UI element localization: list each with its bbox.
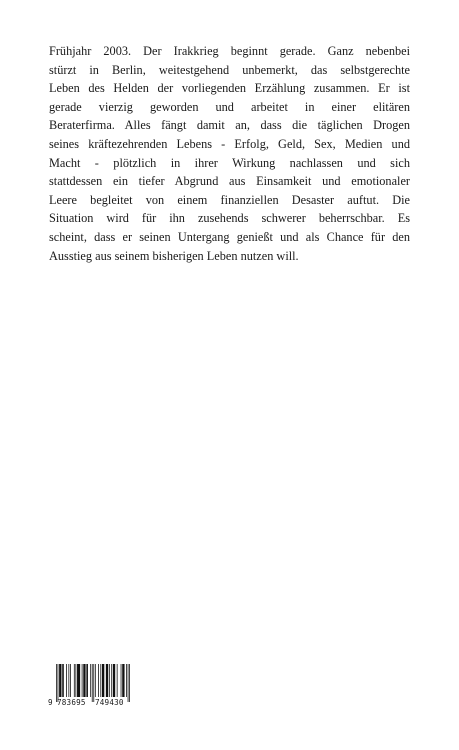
back-cover-blurb	[49, 42, 410, 265]
blurb-line: stürzt in Berlin, weitestgehend unbemerkt, das selbstgerechte	[49, 62, 410, 77]
blurb-line: seines kräftezehrenden Lebens - Erfolg, Geld, Sex, Medien und	[49, 136, 410, 151]
barcode-bars	[56, 664, 130, 702]
barcode-bar	[90, 664, 91, 697]
barcode-bar	[77, 664, 80, 697]
barcode-bar	[93, 664, 94, 702]
blurb-line: Ausstieg aus seinem bisherigen Leben nutzen will.	[49, 248, 299, 263]
barcode-bar	[74, 664, 75, 697]
barcode-bar	[111, 664, 112, 697]
barcode-bar	[59, 664, 61, 697]
barcode-bar	[66, 664, 67, 697]
isbn-right-group: 749430	[95, 698, 124, 707]
barcode-bar	[70, 664, 71, 697]
blurb-line: Beraterfirma. Alles fängt damit an, dass die täglichen Drogen	[49, 118, 410, 133]
barcode-bar	[106, 664, 108, 697]
blurb-line: stattdessen ein tiefer Abgrund aus Einsamkeit und emotionaler	[49, 174, 410, 189]
barcode-bar	[117, 664, 118, 697]
barcode-bar	[75, 664, 76, 697]
barcode-bar	[100, 664, 101, 697]
barcode-bar	[83, 664, 85, 697]
barcode-bar	[92, 664, 93, 702]
blurb-line: Leere begleitet von einem finanziellen Desaster auftut. Die	[49, 192, 410, 207]
barcode-bar	[98, 664, 99, 697]
barcode-bar	[82, 664, 83, 697]
barcode-bar	[122, 664, 124, 697]
blurb-line: Frühjahr 2003. Der Irakkrieg beginnt gerade. Ganz nebenbei	[49, 44, 410, 58]
barcode-bar	[128, 664, 129, 702]
blurb-line: gerade vierzig geworden und arbeitet in einer elitären	[49, 99, 410, 114]
barcode-bar	[56, 664, 57, 702]
barcode-bar	[95, 664, 96, 697]
isbn-barcode	[56, 664, 130, 702]
barcode-bar	[113, 664, 115, 697]
blurb-line: Macht - plötzlich in ihrer Wirkung nachlassen und sich	[49, 155, 410, 170]
barcode-bar	[121, 664, 122, 697]
barcode-bar	[126, 664, 127, 697]
barcode-bar	[109, 664, 110, 697]
barcode-bar	[129, 664, 130, 702]
blurb-line: Situation wird für ihn zusehends schwerer beherrschbar. Es	[49, 211, 410, 226]
isbn-number	[48, 698, 138, 707]
blurb-line: scheint, dass er seinen Untergang genießt und als Chance für den	[49, 229, 410, 244]
barcode-bar	[62, 664, 64, 697]
barcode-bar	[86, 664, 88, 697]
isbn-left-group: 783695	[57, 698, 86, 707]
blurb-line: Leben des Helden der vorliegenden Erzählung zusammen. Er ist	[49, 81, 410, 96]
isbn-first-digit: 9	[48, 698, 53, 707]
barcode-bar	[58, 664, 59, 702]
barcode-bar	[102, 664, 104, 697]
barcode-bar	[68, 664, 69, 697]
